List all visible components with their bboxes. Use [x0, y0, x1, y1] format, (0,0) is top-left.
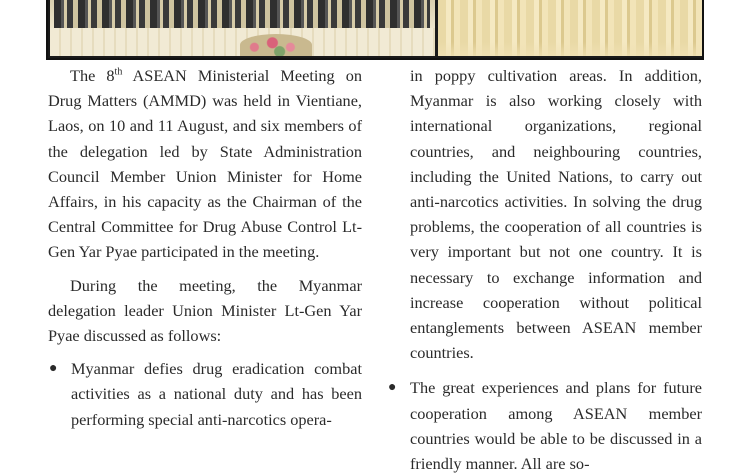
bullet-dot-icon: ●	[49, 361, 58, 377]
intro-text-start: The 8	[70, 66, 115, 85]
bullet-dot-icon: ●	[388, 380, 397, 396]
bullet-text-2: The great experiences and plans for future cooperation among ASEAN member countries would be able to be discussed in a friendly manner. All are so-	[410, 378, 702, 474]
flower-arrangement	[240, 34, 312, 56]
delegates-row	[54, 0, 430, 28]
group-photo-delegates	[50, 0, 435, 56]
paragraph-intro	[48, 63, 362, 265]
article-right-column	[388, 63, 702, 476]
article-left-column	[48, 63, 362, 432]
ordinal-suffix: th	[114, 66, 123, 78]
bullet-item-2	[388, 375, 702, 476]
bullet-text-1: Myanmar defies drug eradication combat activities as a national duty and has been performing special anti-narcotics opera-	[71, 359, 362, 429]
intro-text-rest: ASEAN Ministerial Meeting on Drug Matters (AMMD) was held in Vientiane, Laos, on 10 and 11 August, and six members of the delegation led by State Administration Council Member Union Minister for Home Affairs, in his capacity as the Chairman of the Central Committee for Drug Abuse Control Lt-Gen Yar Pyae participated in the meeting.	[48, 66, 363, 262]
meeting-photo	[46, 0, 704, 60]
paragraph-discussion: During the meeting, the Myanmar delegation leader Union Minister Lt-Gen Yar Pyae discussed as follows:	[48, 275, 362, 346]
paragraph-continuation: in poppy cultivation areas. In addition, Myanmar is also working closely with international organizations, regional countries, and neighbouring countries, including the United Nations, to carry out anti-narcotics activities. In solving the drug problems, the cooperation of all countries is very important but not one country. It is necessary to exchange information and increase cooperation without political entanglements between ASEAN member countries.	[410, 66, 702, 363]
bullet-item-1	[48, 356, 362, 432]
meeting-hall-photo	[438, 0, 702, 56]
